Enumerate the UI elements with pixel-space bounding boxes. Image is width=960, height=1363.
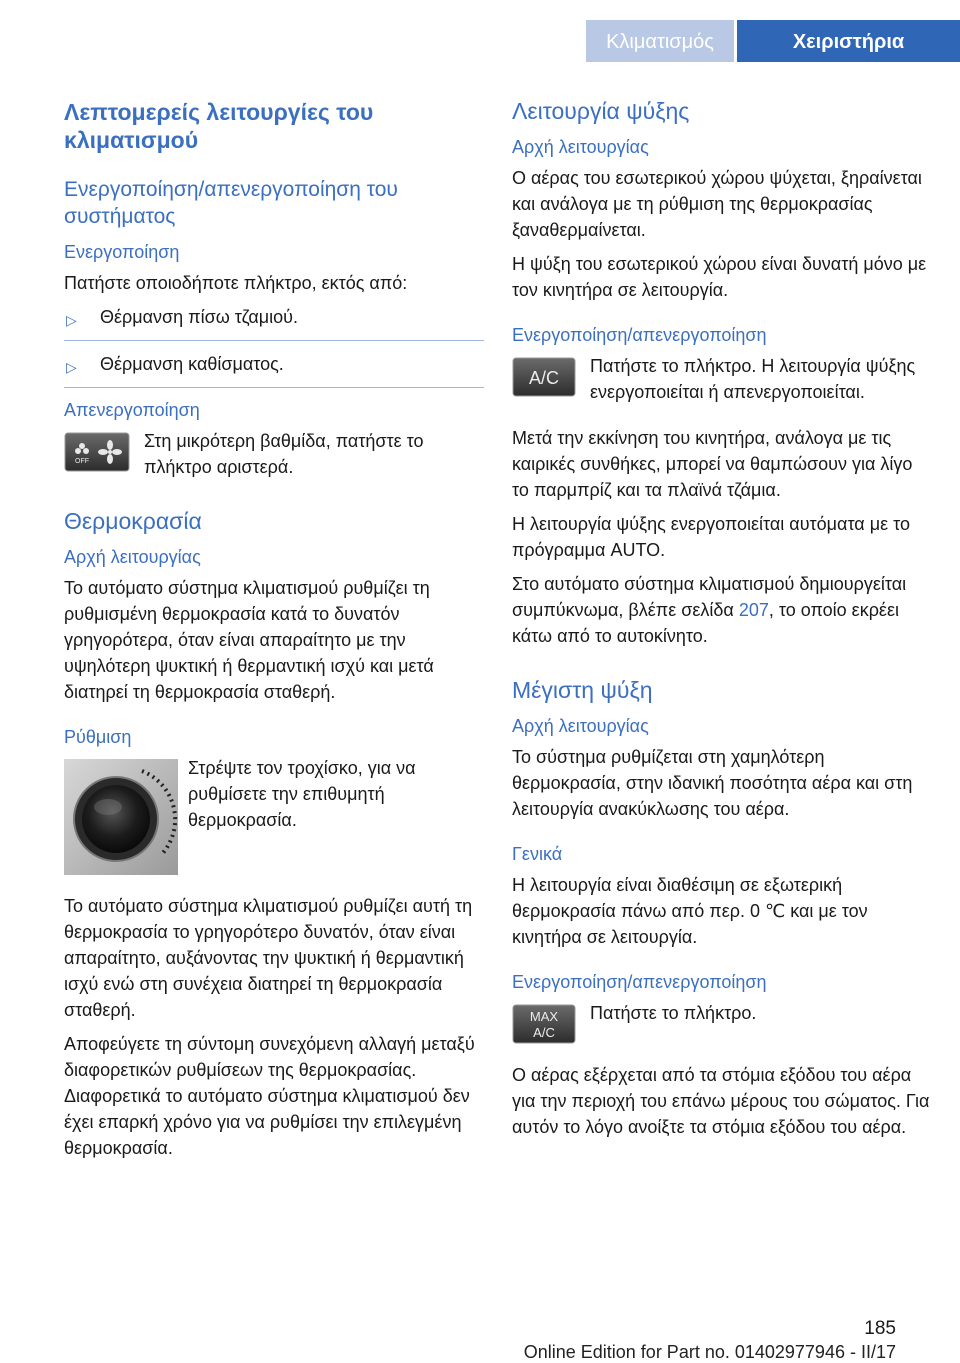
temperature-para-1: Το αυτόματο σύστημα κλιματισμού ρυθμίζει αυτή τη θερμοκρασία το γρηγορότερο δυνατόν, όταν είναι απαραίτητο, αυξάνοντας την ψυκτική ή θερμαντική ισχύ ενώ στη συνέχεια διατηρεί τη θερμοκρασία σταθερή.: [64, 896, 473, 1020]
left-column: [64, 98, 484, 1169]
maxcool-heading: Μέγιστη ψύξη: [512, 677, 653, 703]
right-column: [512, 98, 932, 1148]
page-number: 185: [864, 1318, 896, 1339]
header-strip: [0, 20, 960, 62]
activation-heading: Ενεργοποίηση: [64, 242, 180, 262]
principle-text: Το αυτόματο σύστημα κλιματισμού ρυθμίζει τη ρυθμισμένη θερμοκρασία κατά το δυνατόν γρηγορότερα, όταν είναι απαραίτητο με την υψηλότερη ψυκτική ή θερμαντική ισχύ και μετά διατηρεί τη θερμοκρασία σταθερή.: [64, 578, 434, 702]
cooling-heading: Λειτουργία ψύξης: [512, 98, 690, 124]
cooling-principle-heading: Αρχή λειτουργίας: [512, 137, 649, 157]
general-text: Η λειτουργία είναι διαθέσιμη σε εξωτερική θερμοκρασία πάνω από περ. 0 ℃ και με τον κινητήρα σε λειτουργία.: [512, 875, 868, 947]
cooling-onoff-text: Πατήστε το πλήκτρο. Η λειτουργία ψύξης ενεργοποιείται ή απενεργοποιείται.: [590, 356, 916, 402]
section-title: Λεπτομερείς λειτουργίες του κλιματισμού: [64, 99, 374, 153]
deactivation-heading: Απενεργοποίηση: [64, 400, 200, 420]
cooling-para-1: Μετά την εκκίνηση του κινητήρα, ανάλογα με τις καιρικές συνθήκες, μπορεί να θαμπώσουν για λίγο το παρμπρίζ και τα πλαϊνά τζάμια.: [512, 428, 913, 500]
principle-heading: Αρχή λειτουργίας: [64, 547, 201, 567]
triangle-bullet-icon: ▷: [66, 312, 77, 328]
svg-text:A/C: A/C: [528, 368, 560, 388]
temperature-knob-icon: [64, 759, 178, 875]
temperature-para-2: Αποφεύγετε τη σύντομη συνεχόμενη αλλαγή μεταξύ διαφορετικών ρυθμίσεων της θερμοκρασίας. Διαφορετικά το αυτόματο σύστημα κλιματισμού δεν έχει επαρκή χρόνο για να ρυθμίσει την επιλεγμένη θερμοκρασία.: [64, 1034, 475, 1158]
maxcool-onoff-heading: Ενεργοποίηση/απενεργοποίηση: [512, 972, 767, 992]
cooling-onoff-heading: Ενεργοποίηση/απενεργοποίηση: [512, 325, 767, 345]
chapter-tab[interactable]: Χειριστήρια: [737, 20, 960, 62]
cooling-principle-text-1: Ο αέρας του εσωτερικού χώρου ψύχεται, ξηραίνεται και ανάλογα με τη ρύθμιση της θερμοκρασίας ξαναθερμαίνεται.: [512, 168, 922, 240]
section-tab[interactable]: Κλιματισμός: [586, 20, 734, 62]
maxcool-principle-text: Το σύστημα ρυθμίζεται στη χαμηλότερη θερμοκρασία, στην ιδανική ποσότητα αέρα και στη λειτουργία ανακύκλωσης του αέρα.: [512, 747, 913, 819]
triangle-bullet-icon: ▷: [66, 359, 77, 375]
onoff-heading: Ενεργοποίηση/απενεργοποίηση του συστήματος: [64, 178, 398, 228]
cooling-para-3: Στο αυτόματο σύστημα κλιματισμού δημιουργείται συμπύκνωμα, βλέπε σελίδα 207, το οποίο εκρέει κάτω από το αυτοκίνητο.: [512, 574, 907, 646]
activation-text: Πατήστε οποιοδήποτε πλήκτρο, εκτός από:: [64, 273, 408, 293]
cooling-principle-text-2: Η ψύξη του εσωτερικού χώρου είναι δυνατή μόνο με τον κινητήρα σε λειτουργία.: [512, 254, 927, 300]
edition-text: Online Edition for Part no. 01402977946 - II/17: [523, 1342, 896, 1362]
fan-off-button-icon: [64, 432, 130, 472]
svg-text:MAX: MAX: [529, 1009, 559, 1024]
setting-heading: Ρύθμιση: [64, 727, 132, 747]
maxcool-para-1: Ο αέρας εξέρχεται από τα στόμια εξόδου του αέρα για την περιοχή του επάνω μέρους του σώματος. Για αυτόν το λόγο ανοίξτε τα στόμια εξόδου του αέρα.: [512, 1065, 930, 1137]
maxcool-onoff-text: Πατήστε το πλήκτρο.: [590, 1003, 757, 1023]
page-link[interactable]: 207: [738, 600, 769, 620]
svg-text:A/C: A/C: [533, 1025, 555, 1040]
maxcool-principle-heading: Αρχή λειτουργίας: [512, 716, 649, 736]
temperature-heading: Θερμοκρασία: [64, 508, 202, 534]
bullet-item: ▷ Θέρμανση καθίσματος.: [64, 351, 484, 388]
general-heading: Γενικά: [512, 844, 563, 864]
ac-button-icon: [512, 357, 576, 397]
max-ac-button-icon: [512, 1004, 576, 1044]
svg-text:OFF: OFF: [75, 458, 89, 465]
setting-text: Στρέψτε τον τροχίσκο, για να ρυθμίσετε την επιθυμητή θερμοκρασία.: [188, 758, 416, 830]
cooling-para-2: Η λειτουργία ψύξης ενεργοποιείται αυτόματα με το πρόγραμμα AUTO.: [512, 514, 910, 560]
deactivation-text: Στη μικρότερη βαθμίδα, πατήστε το πλήκτρο αριστερά.: [144, 431, 424, 477]
bullet-item: ▷ Θέρμανση πίσω τζαμιού.: [64, 304, 484, 341]
